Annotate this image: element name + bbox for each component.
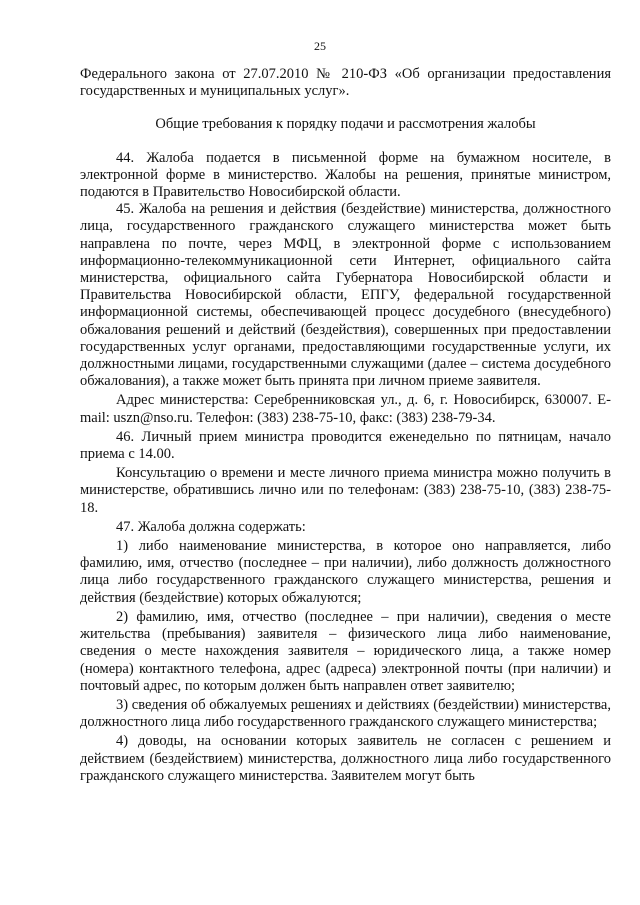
paragraph-45: 45. Жалоба на решения и действия (бездействие) министерства, должностного лица, государственного гражданского служащего министерства может быть направлена по почте, через МФЦ, в электронной форме с использованием информационно-телекоммуникационной сети Интернет, официального сайта министерства, официального сайта Губернатора Новосибирской области и Правительства Новосибирской области, ЕПГУ, федеральной государственной информационной системы, обеспечивающей процесс досудебного (внесудебного) обжалования решений и действий (бездействия), совершенных при предоставлении государственных услуг органами, предоставляющими государственные услуги, их должностными лицами, государственными служащими (далее – система досудебного обжалования), а также может быть принята при личном приеме заявителя. bbox=[80, 201, 611, 390]
list-item-2: 2) фамилию, имя, отчество (последнее – при наличии), сведения о месте жительства (пребывания) заявителя – физического лица либо наименование, сведения о месте нахождения заявителя – юридического лица, а также номер (номера) контактного телефона, адрес (адреса) электронной почты (при наличии) и почтовый адрес, по которым должен быть направлен ответ заявителю; bbox=[80, 608, 611, 694]
paragraph-address: Адрес министерства: Серебренниковская ул., д. 6, г. Новосибирск, 630007. E-mail: uszn@nso.ru. Телефон: (383) 238-75-10, факс: (383) 238-79-34. bbox=[80, 392, 611, 426]
list-item-4: 4) доводы, на основании которых заявитель не согласен с решением и действием (бездействием) министерства, должностного лица либо государственного гражданского служащего министерства. Заявителем могут быть bbox=[80, 733, 611, 784]
page-number: 25 bbox=[314, 39, 326, 53]
section-heading: Общие требования к порядку подачи и рассмотрения жалобы bbox=[155, 116, 536, 133]
paragraph-46: 46. Личный прием министра проводится еженедельно по пятницам, начало приема с 14.00. bbox=[80, 428, 611, 463]
list-item-3: 3) сведения об обжалуемых решениях и действиях (бездействии) министерства, должностного лица либо государственного гражданского служащего министерства; bbox=[80, 696, 611, 731]
document-body bbox=[80, 66, 611, 785]
paragraph-consultation: Консультацию о времени и месте личного приема министра можно получить в министерстве, обратившись лично или по телефонам: (383) 238-75-10, (383) 238-75-18. bbox=[80, 465, 611, 516]
list-item-1: 1) либо наименование министерства, в которое оно направляется, либо фамилию, имя, отчество (последнее – при наличии), либо должность должностного лица либо государственного гражданского служащего министерства, решения и действия (бездействие) которых обжалуются; bbox=[80, 538, 611, 606]
paragraph-47: 47. Жалоба должна содержать: bbox=[116, 518, 306, 535]
intro-paragraph: Федерального закона от 27.07.2010 № 210-ФЗ «Об организации предоставления государственных и муниципальных услуг». bbox=[80, 66, 611, 100]
paragraph-44: 44. Жалоба подается в письменной форме на бумажном носителе, в электронной форме в министерство. Жалобы на решения, принятые министром, подаются в Правительство Новосибирской области. bbox=[80, 149, 611, 201]
